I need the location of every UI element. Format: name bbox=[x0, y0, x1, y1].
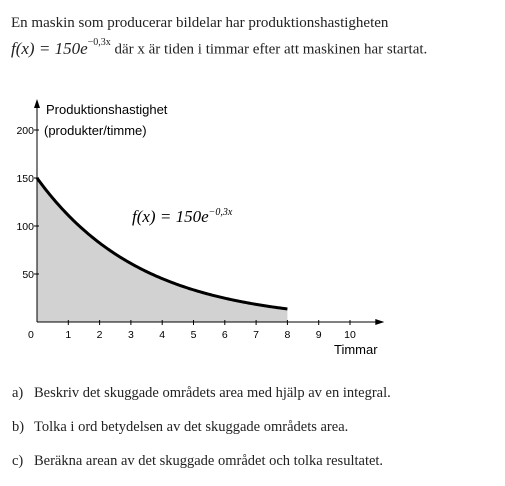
curve-label-exponent: −0,3x bbox=[208, 207, 233, 218]
formula-exponent: −0,3x bbox=[87, 37, 111, 48]
x-tick-label: 10 bbox=[344, 329, 356, 341]
question-a-letter: a) bbox=[12, 385, 24, 401]
y-tick-label: 100 bbox=[16, 221, 34, 233]
x-tick-label: 7 bbox=[253, 329, 260, 341]
x-tick-label: 1 bbox=[65, 329, 72, 341]
x-tick-label: 8 bbox=[284, 329, 291, 341]
intro-formula bbox=[11, 39, 111, 58]
x-axis-arrow bbox=[375, 319, 384, 325]
question-a-text: Beskriv det skuggade områdets area med hjälp av en integral. bbox=[34, 385, 391, 401]
y-axis-label-line2: (produkter/timme) bbox=[44, 123, 147, 138]
x-tick-label: 0 bbox=[28, 329, 34, 341]
x-tick-label: 3 bbox=[127, 329, 134, 341]
question-c-letter: c) bbox=[12, 453, 24, 469]
curve-label bbox=[132, 207, 233, 226]
y-tick-label: 200 bbox=[16, 125, 34, 137]
intro-line1: En maskin som producerar bildelar har produktionshastigheten bbox=[11, 15, 389, 31]
intro-line2 bbox=[11, 34, 427, 61]
question-b-text: Tolka i ord betydelsen av det skuggade områdets area. bbox=[34, 419, 349, 435]
x-tick-label: 2 bbox=[96, 329, 103, 341]
question-a bbox=[12, 385, 391, 402]
y-tick-label: 150 bbox=[16, 173, 34, 185]
y-tick-label: 50 bbox=[22, 269, 34, 281]
production-rate-chart bbox=[0, 90, 505, 365]
intro-line2-text: där x är tiden i timmar efter att maskinen har startat. bbox=[114, 41, 428, 58]
curve-label-text: f(x) = 150e bbox=[132, 207, 209, 226]
x-tick-label: 6 bbox=[221, 329, 228, 341]
question-b bbox=[12, 419, 348, 436]
question-c-text: Beräkna arean av det skuggade området och tolka resultatet. bbox=[34, 453, 384, 469]
question-b-letter: b) bbox=[12, 419, 25, 435]
question-c bbox=[12, 453, 383, 470]
x-tick-label: 4 bbox=[159, 329, 166, 341]
shaded-area bbox=[37, 178, 287, 322]
formula-text: f(x) = 150e bbox=[11, 38, 88, 58]
y-axis-arrow bbox=[34, 99, 40, 108]
x-axis-label: Timmar bbox=[334, 342, 378, 357]
x-tick-label: 5 bbox=[190, 329, 197, 341]
x-tick-label: 9 bbox=[315, 329, 322, 341]
problem-intro bbox=[11, 12, 501, 58]
y-axis-label-line1: Produktionshastighet bbox=[46, 102, 168, 117]
